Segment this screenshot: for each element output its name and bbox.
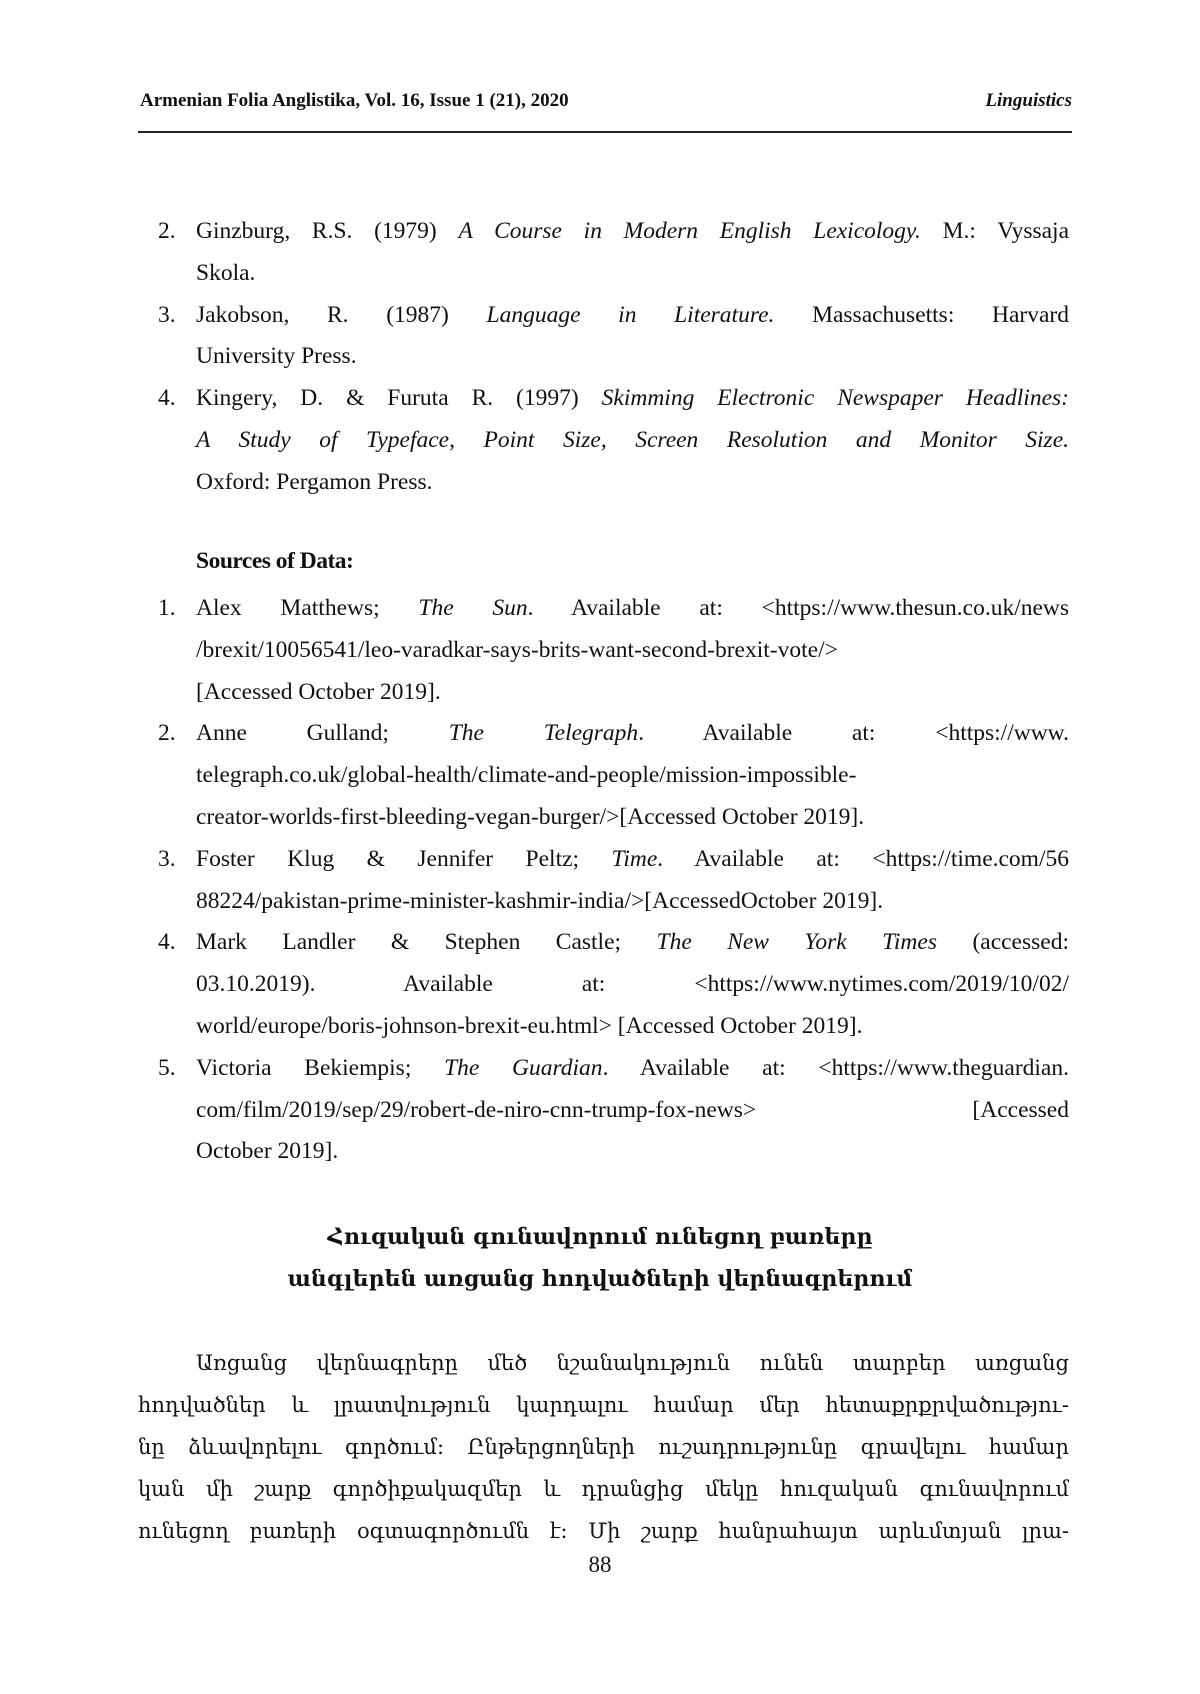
- text-line: [196, 713, 1069, 755]
- item-number: 4.: [158, 378, 176, 420]
- text-line: [196, 922, 1069, 964]
- page-number: 88: [0, 1552, 1200, 1578]
- text-line: [196, 336, 1069, 378]
- list-item: [158, 713, 1069, 838]
- text-segment: . Available at: <https://time.com/56: [657, 846, 1069, 872]
- italic-title: A Course in Modern English Lexicology.: [458, 218, 920, 244]
- text-segment: Jakobson, R. (1987): [196, 302, 487, 328]
- text-line: [196, 211, 1069, 253]
- text-segment: M.: Vyssaja: [921, 218, 1069, 244]
- text-line: [196, 964, 1069, 1006]
- text-segment: 03.10.2019). Available at: <https://www.nytimes.com/2019/10/02/: [196, 971, 1069, 997]
- text-line: [196, 462, 1069, 504]
- journal-title: Armenian Folia Anglistika, Vol. 16, Issue 1 (21), 2020: [140, 90, 569, 111]
- sources-list: [158, 588, 1069, 1173]
- italic-title: Skimming Electronic Newspaper Headlines:: [602, 385, 1069, 411]
- text-segment: telegraph.co.uk/global-health/climate-and-people/mission-impossible-: [196, 762, 856, 788]
- item-number: 2.: [158, 713, 176, 755]
- text-segment: (accessed:: [937, 929, 1069, 955]
- armenian-title-line-1: Հուզական գունավորում ունեցող բառերը: [0, 1224, 1200, 1250]
- text-segment: creator-worlds-first-bleeding-vegan-burger/>[Accessed October 2019].: [196, 804, 864, 830]
- italic-title: The Guardian: [444, 1055, 603, 1081]
- text-segment: Foster Klug & Jennifer Peltz;: [196, 846, 612, 872]
- paragraph-line: կան մի շարք գործիքակազմեր և դրանցից մեկը հուզական գունավորում: [138, 1468, 1069, 1510]
- item-number: 2.: [158, 211, 176, 253]
- text-line: [196, 420, 1069, 462]
- text-segment: University Press.: [196, 343, 357, 369]
- armenian-paragraph: [138, 1342, 1069, 1552]
- list-item: [158, 378, 1069, 503]
- list-item: [158, 211, 1069, 295]
- text-segment: . Available at: <https://www.thesun.co.uk/news: [528, 595, 1069, 621]
- italic-title: Language in Literature.: [487, 302, 775, 328]
- text-segment: . Available at: <https://www.theguardian.: [603, 1055, 1069, 1081]
- section-name: Linguistics: [985, 90, 1072, 112]
- text-segment: 88224/pakistan-prime-minister-kashmir-india/>[AccessedOctober 2019].: [196, 888, 883, 914]
- text-line: [196, 672, 1069, 714]
- text-segment: /brexit/10056541/leo-varadkar-says-brits-want-second-brexit-vote/>: [196, 637, 838, 663]
- text-segment: October 2019].: [196, 1138, 338, 1164]
- text-segment: world/europe/boris-johnson-brexit-eu.html> [Accessed October 2019].: [196, 1013, 863, 1039]
- text-line: [196, 881, 1069, 923]
- list-item: [158, 295, 1069, 379]
- paragraph-line: հոդվածներ և լրատվություն կարդալու համար մեր հետաքրքրվածությու-: [138, 1384, 1069, 1426]
- italic-title: Time: [612, 846, 658, 872]
- armenian-title-line-2: անգլերեն առցանց հոդվածների վերնագրերում: [0, 1266, 1200, 1292]
- paragraph-line: նը ձևավորելու գործում: Ընթերցողների ուշադրությունը գրավելու համար: [138, 1426, 1069, 1468]
- paragraph-line: Առցանց վերնագրերը մեծ նշանակություն ունեն տարբեր առցանց: [138, 1342, 1069, 1384]
- running-header: [140, 90, 1072, 112]
- item-number: 5.: [158, 1048, 176, 1090]
- italic-title: A Study of Typeface, Point Size, Screen Resolution and Monitor Size.: [196, 427, 1069, 453]
- header-rule: [138, 131, 1072, 133]
- text-line: [196, 378, 1069, 420]
- item-number: 4.: [158, 922, 176, 964]
- text-segment: Skola.: [196, 260, 255, 286]
- sources-heading: Sources of Data:: [196, 548, 353, 575]
- text-line: [196, 295, 1069, 337]
- list-item: [158, 588, 1069, 713]
- text-line: [196, 1131, 1069, 1173]
- list-item: [158, 839, 1069, 923]
- text-segment: Massachusetts: Harvard: [774, 302, 1069, 328]
- text-line: [196, 1048, 1069, 1090]
- item-number: 1.: [158, 588, 176, 630]
- text-segment: Mark Landler & Stephen Castle;: [196, 929, 657, 955]
- paragraph-line: ունեցող բառերի օգտագործումն է: Մի շարք հանրահայտ արևմտյան լրա-: [138, 1510, 1069, 1552]
- text-line: [196, 588, 1069, 630]
- text-segment: Anne Gulland;: [196, 720, 449, 746]
- text-line: [196, 1090, 1069, 1132]
- text-segment: Victoria Bekiempis;: [196, 1055, 444, 1081]
- references-list: [158, 211, 1069, 504]
- italic-title: The New York Times: [657, 929, 937, 955]
- text-line: [196, 839, 1069, 881]
- item-number: 3.: [158, 839, 176, 881]
- text-line: [196, 797, 1069, 839]
- list-item: [158, 1048, 1069, 1173]
- text-segment: . Available at: <https://www.: [638, 720, 1069, 746]
- text-segment: Oxford: Pergamon Press.: [196, 469, 433, 495]
- text-line: [196, 630, 1069, 672]
- text-segment: com/film/2019/sep/29/robert-de-niro-cnn-trump-fox-news> [Accessed: [196, 1097, 1069, 1123]
- text-segment: Kingery, D. & Furuta R. (1997): [196, 385, 602, 411]
- text-line: [196, 253, 1069, 295]
- text-segment: Alex Matthews;: [196, 595, 418, 621]
- text-segment: [Accessed October 2019].: [196, 679, 441, 705]
- list-item: [158, 922, 1069, 1047]
- text-line: [196, 1006, 1069, 1048]
- text-line: [196, 755, 1069, 797]
- italic-title: The Sun: [418, 595, 527, 621]
- item-number: 3.: [158, 295, 176, 337]
- text-segment: Ginzburg, R.S. (1979): [196, 218, 458, 244]
- italic-title: The Telegraph: [449, 720, 638, 746]
